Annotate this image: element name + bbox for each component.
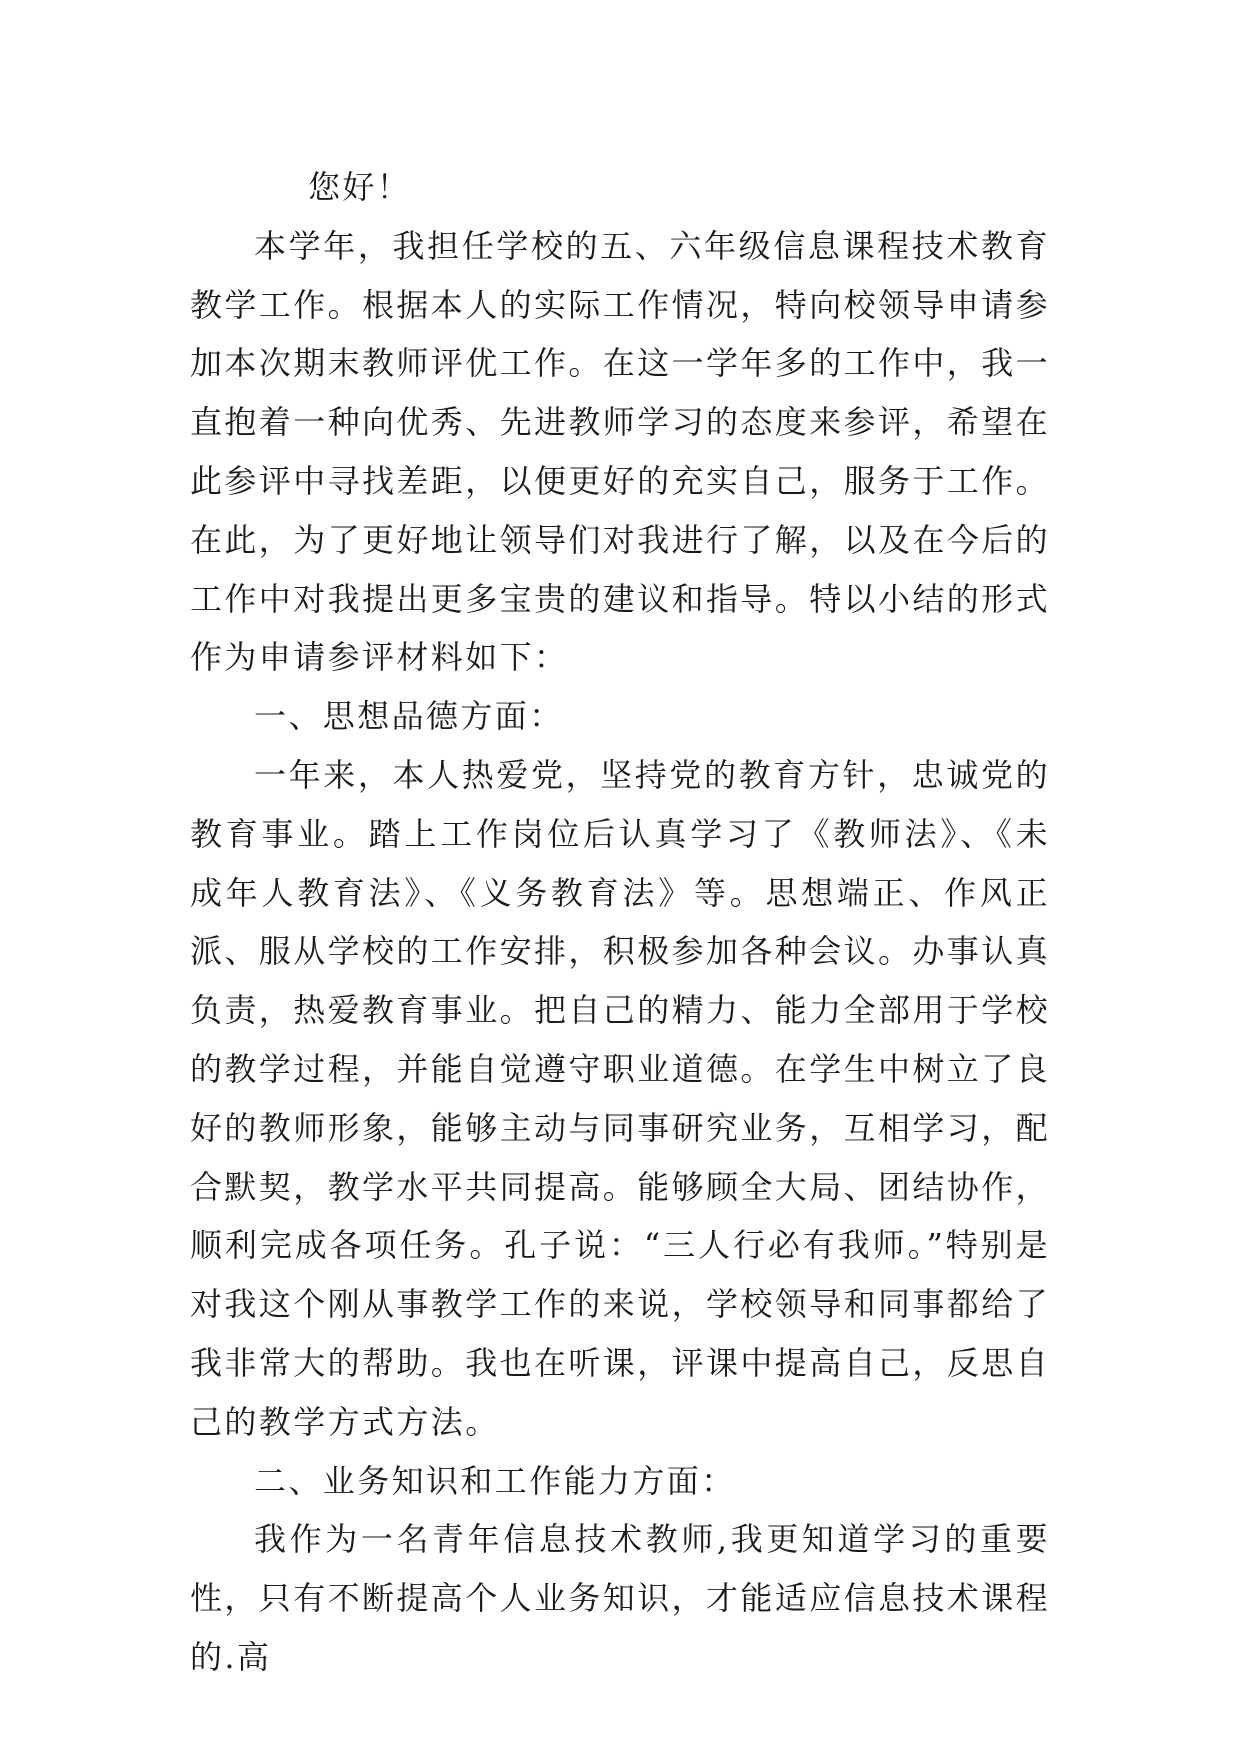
salutation: 您好！ bbox=[308, 168, 412, 206]
paragraph-ability: 我作为一名青年信息技术教师,我更知道学习的重要性，只有不断提高个人业务知识，才能适应信息技术课程的.高 bbox=[190, 1520, 1051, 1676]
paragraph-ideology: 一年来，本人热爱党，坚持党的教育方针，忠诚党的教育事业。踏上工作岗位后认真学习了《教师法》、《未成年人教育法》、《义务教育法》等。思想端正、作风正派、服从学校的工作安排，积极参加各种会议。办事认真负责，热爱教育事业。把自己的精力、能力全部用于学校的教学过程，并能自觉遵守职业道德。在学生中树立了良好的教师形象，能够主动与同事研究业务，互相学习，配合默契，教学水平共同提高。能够顾全大局、团结协作，顺利完成各项任务。孔子说：“三人行必有我师。”特别是对我这个刚从事教学工作的来说，学校领导和同事都给了我非常大的帮助。我也在听课，评课中提高自己，反思自己的教学方式方法。 bbox=[190, 755, 1051, 1441]
section-heading-ability: 二、业务知识和工作能力方面： bbox=[254, 1461, 736, 1500]
paragraph-intro: 本学年，我担任学校的五、六年级信息课程技术教育教学工作。根据本人的实际工作情况，特向校领导申请参加本次期末教师评优工作。在这一学年多的工作中，我一直抱着一种向优秀、先进教师学习的态度来参评，希望在此参评中寻找差距，以便更好的充实自己，服务于工作。在此，为了更好地让领导们对我进行了解，以及在今后的工作中对我提出更多宝贵的建议和指导。特以小结的形式作为申请参评材料如下： bbox=[190, 226, 1051, 677]
section-heading-ideology: 一、思想品德方面： bbox=[254, 697, 564, 736]
document-body bbox=[190, 158, 1050, 1687]
